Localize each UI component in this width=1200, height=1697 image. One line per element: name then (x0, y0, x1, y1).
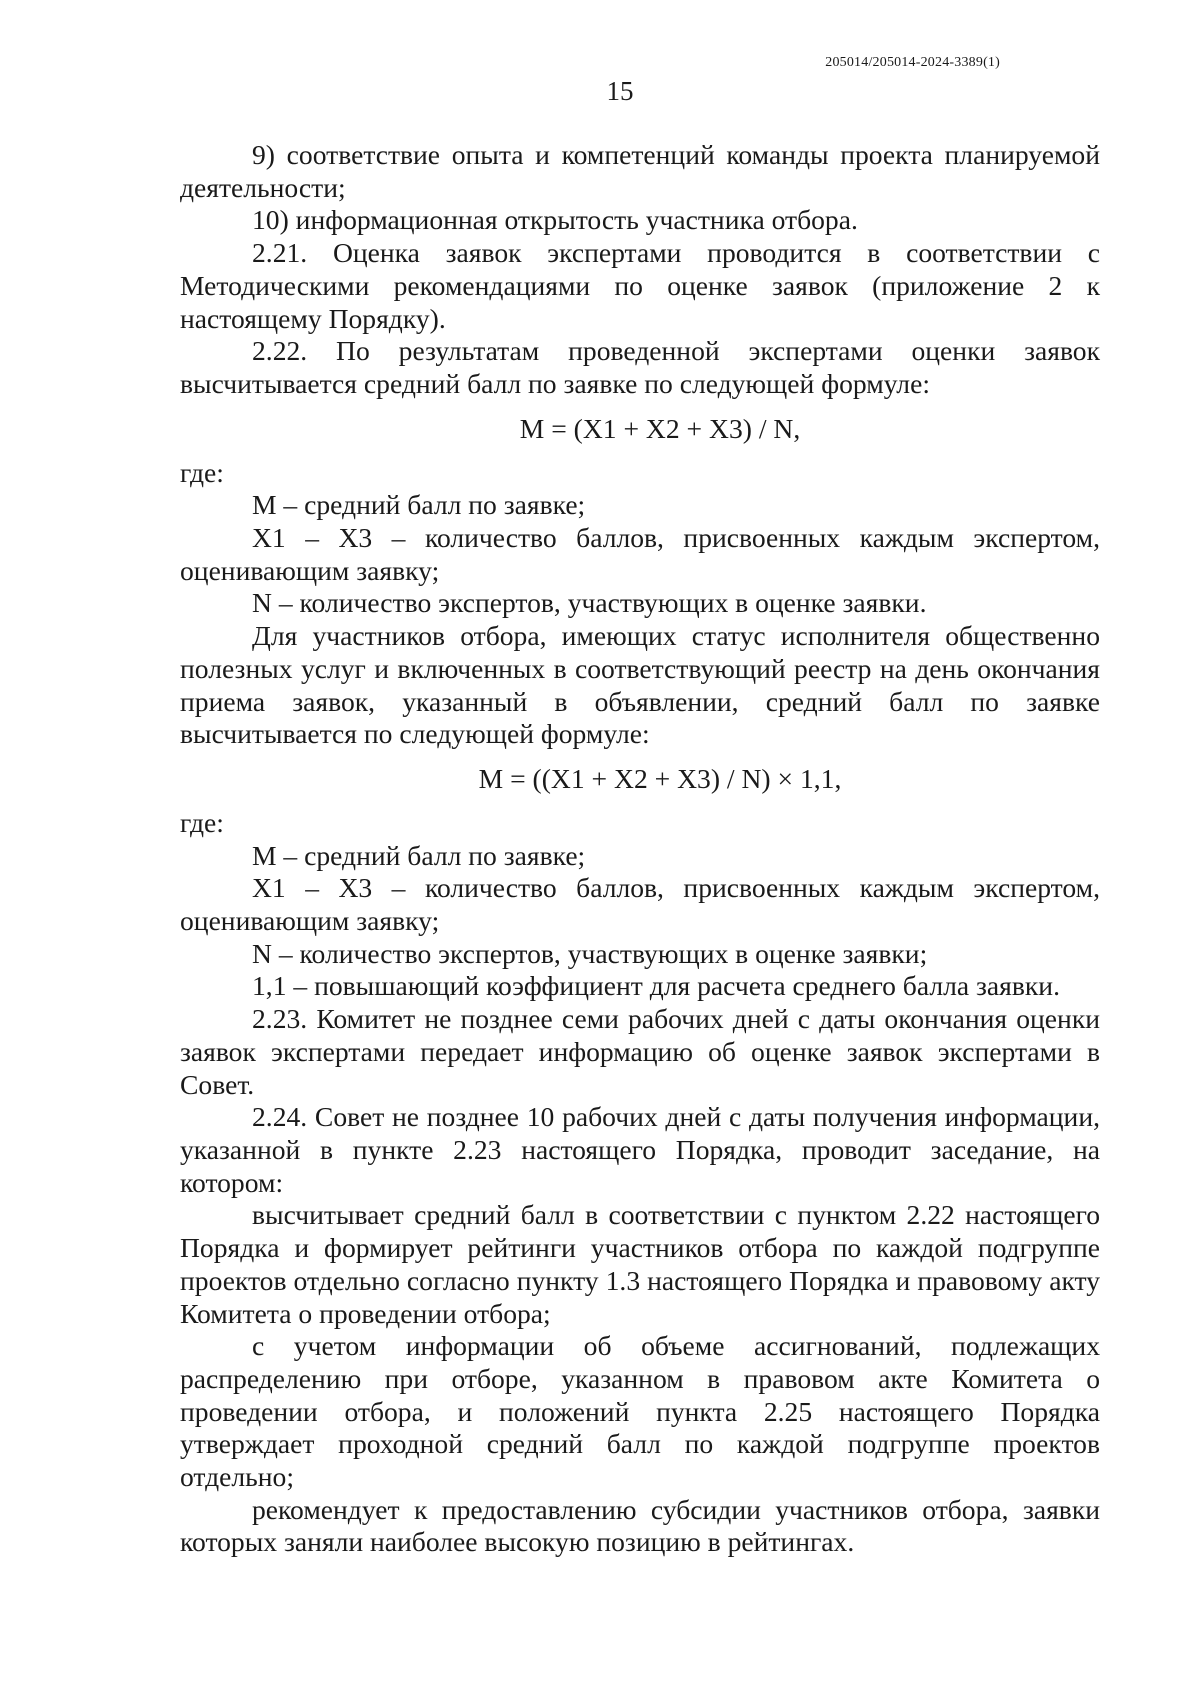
where-label: где: (180, 456, 224, 488)
paragraph-passing-score: с учетом информации об объеме ассигнований, подлежащих распределению при отборе, указанном в правовом акте Комитета о проведении отбора, и положений пункта 2.25 настоящего Порядка утверждает проходной средний балл по каждой подгруппе проектов отдельно; (180, 1330, 1100, 1493)
paragraph-2-22: 2.22. По результатам проведенной экспертами оценки заявок высчитывается средний балл по заявке по следующей формуле: (180, 335, 1100, 399)
paragraph-2-23: 2.23. Комитет не позднее семи рабочих дней с даты окончания оценки заявок экспертами передает информацию об оценке заявок экспертами в Совет. (180, 1003, 1100, 1100)
paragraph-public-service-providers: Для участников отбора, имеющих статус исполнителя общественно полезных услуг и включенных в соответствующий реестр на день окончания приема заявок, указанный в объявлении, средний балл по заявке высчитывается по следующей формуле: (180, 620, 1100, 750)
paragraph-recommendation: рекомендует к предоставлению субсидии участников отбора, заявки которых заняли наиболее высокую позицию в рейтингах. (180, 1493, 1100, 1558)
definition-x-2: X1 – X3 – количество баллов, присвоенных каждым экспертом, оценивающим заявку; (180, 872, 1100, 937)
definition-n-2: N – количество экспертов, участвующих в оценке заявки; (252, 937, 928, 969)
paragraph-item-10: 10) информационная открытость участника отбора. (252, 204, 858, 236)
paragraph-2-24: 2.24. Совет не позднее 10 рабочих дней с даты получения информации, указанной в пункте 2.23 настоящего Порядка, проводит заседание, на котором: (180, 1101, 1100, 1198)
paragraph-2-21: 2.21. Оценка заявок экспертами проводится в соответствии с Методическими рекомендациями по оценке заявок (приложение 2 к настоящему Порядку). (180, 237, 1100, 334)
formula-average-score: M = (X1 + X2 + X3) / N, (519, 412, 801, 444)
definition-m: M – средний балл по заявке; (252, 489, 586, 521)
formula-average-score-coefficient: M = ((X1 + X2 + X3) / N) × 1,1, (478, 762, 842, 794)
where-label-2: где: (180, 806, 224, 838)
paragraph-ratings: высчитывает средний балл в соответствии с пунктом 2.22 настоящего Порядка и формирует рейтинги участников отбора по каждой подгруппе проектов отдельно согласно пункту 1.3 настоящего Порядка и правовому акту Комитета о проведении отбора; (180, 1199, 1100, 1329)
definition-coefficient: 1,1 – повышающий коэффициент для расчета среднего балла заявки. (252, 970, 1060, 1002)
document-body (180, 139, 1100, 1559)
paragraph-item-9: 9) соответствие опыта и компетенций команды проекта планируемой деятельности; (180, 139, 1100, 203)
definition-n: N – количество экспертов, участвующих в оценке заявки. (252, 587, 927, 619)
page-number: 15 (606, 76, 634, 106)
definition-m-2: M – средний балл по заявке; (252, 839, 586, 871)
document-id: 205014/205014-2024-3389(1) (825, 55, 1000, 70)
definition-x: X1 – X3 – количество баллов, присвоенных каждым экспертом, оценивающим заявку; (180, 522, 1100, 586)
